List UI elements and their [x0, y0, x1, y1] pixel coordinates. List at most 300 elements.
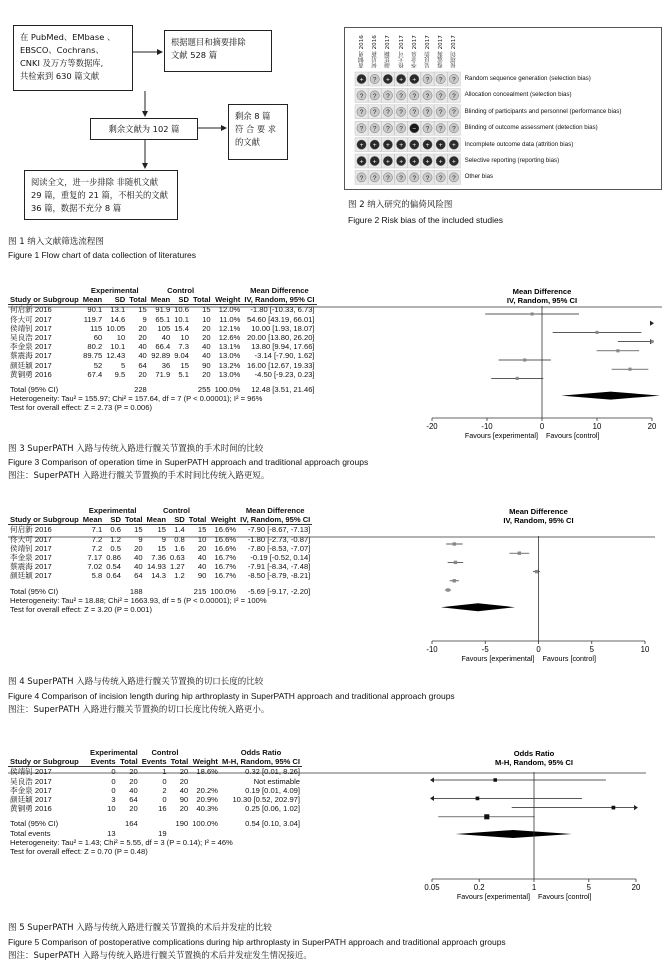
rob-judgement-plus — [395, 138, 408, 152]
svg-text:?: ? — [399, 174, 403, 182]
svg-text:?: ? — [425, 76, 430, 84]
cell-e_n: 20 — [138, 323, 147, 333]
cell-e_n: 64 — [138, 360, 147, 370]
x-tick-label: 0.05 — [424, 883, 440, 892]
svg-text:?: ? — [452, 174, 456, 182]
rob-judgement-plus — [408, 138, 421, 152]
cell-weight: 13.1% — [218, 342, 241, 352]
total-label: Total (95% CI) — [10, 385, 59, 395]
cell-c_mean: 15 — [157, 543, 166, 553]
rob-judgement-plus — [368, 138, 381, 152]
cell-c_sd: 15 — [180, 360, 189, 370]
cell-e_n: 20 — [138, 369, 147, 379]
cell-c_mean: 36 — [161, 360, 171, 370]
svg-text:?: ? — [425, 92, 430, 100]
svg-text:?: ? — [399, 125, 403, 133]
fig4-note: 图注：SuperPATH 入路进行髋关节置换的切口长度比传统入路更小。 — [8, 705, 270, 715]
svg-text:+: + — [412, 142, 417, 149]
fig5-caption-cn: 图 5 SuperPATH 入路与传统入路进行髋关节置换的术后并发症的比较 — [8, 923, 272, 933]
cell-c_sd: 10 — [180, 333, 189, 343]
column-header: Events — [141, 757, 167, 767]
study-name: 何启新 2016 — [10, 525, 52, 535]
cell-e_mean: 7.02 — [87, 562, 103, 572]
column-header: Total — [120, 757, 138, 767]
fig4-caption-en: Figure 4 Comparison of incision length during hip arthroplasty in SuperPATH approach and traditional approach groups — [8, 691, 455, 701]
rob-judgement-unclear — [421, 105, 434, 119]
rob-domain-label: Allocation concealment (selection bias) — [464, 91, 572, 99]
svg-text:?: ? — [386, 92, 390, 100]
group-header-control: Control — [162, 506, 190, 515]
cell-weight: 11.0% — [219, 314, 241, 324]
total-weight: 100.0% — [192, 819, 218, 829]
cell-e_mean: 5.8 — [91, 571, 103, 581]
forest-plot-area — [0, 280, 672, 440]
svg-text:+: + — [412, 158, 417, 166]
svg-text:+: + — [425, 158, 430, 166]
svg-text:?: ? — [452, 125, 456, 133]
cell-e_n: 15 — [134, 525, 143, 535]
svg-text:?: ? — [372, 174, 377, 182]
rob-judgement-unclear — [381, 105, 394, 119]
total-label: Total (95% CI) — [10, 819, 59, 829]
group-header-control: Control — [151, 748, 179, 757]
rob-judgement-plus — [395, 72, 408, 86]
rob-domain-label: Incomplete outcome data (attrition bias) — [464, 140, 574, 148]
rob-study-label: 何启新 2016 — [372, 35, 379, 68]
study-estimate — [491, 377, 543, 380]
svg-text:+: + — [438, 158, 443, 166]
group-header-experimental: Experimental — [90, 748, 138, 757]
column-header: SD — [114, 295, 126, 305]
flow-box-search: 在 PubMed、EMbase 、 EBSCO、Cochrans、 CNKI 及万方等数据库, 共检索到 630 篇文献 — [13, 25, 133, 91]
cell-e_n: 15 — [138, 305, 147, 315]
rob-judgement-unclear — [434, 170, 447, 184]
effect-header-method: IV, Random, 95% CI — [240, 515, 311, 525]
cell-c_n: 90 — [202, 360, 211, 370]
cell-e_mean: 67.4 — [87, 369, 103, 379]
total-c-n: 190 — [175, 819, 189, 829]
rob-judgement-unclear — [434, 72, 447, 86]
study-estimate — [509, 552, 529, 555]
fig1-caption-cn: 图 1 纳入文献筛选流程图 — [8, 237, 104, 247]
study-name: 黄铜勇 2016 — [10, 369, 52, 379]
pooled-diamond — [456, 830, 572, 838]
column-header: Total — [170, 757, 189, 767]
cell-weight: 16.6% — [214, 525, 237, 535]
cell-weight: 12.1% — [218, 323, 241, 333]
svg-text:?: ? — [412, 174, 417, 182]
cell-e_n: 64 — [129, 795, 138, 805]
cell-c_n: 20 — [202, 333, 211, 343]
rob-judgement-unclear — [408, 170, 421, 184]
cell-c_n: 20 — [197, 543, 207, 553]
svg-text:+: + — [372, 158, 377, 166]
svg-text:?: ? — [372, 92, 377, 100]
favours-experimental-label: Favours [experimental] — [461, 654, 535, 663]
cell-c_n: 20 — [202, 369, 211, 379]
cell-c_mean: 71.9 — [155, 369, 171, 379]
cell-c_mean: 14.93 — [146, 562, 166, 572]
study-name: 李金泉 2017 — [10, 342, 52, 352]
x-tick-label: 10 — [640, 645, 650, 654]
column-header: Study or Subgroup — [10, 515, 79, 525]
cell-c_sd: 0.8 — [174, 534, 185, 544]
rob-judgement-unclear — [355, 170, 368, 184]
svg-text:+: + — [438, 142, 443, 149]
group-header-control: Control — [167, 286, 195, 295]
svg-text:?: ? — [438, 76, 443, 84]
effect-header-title: Odds Ratio — [240, 748, 282, 757]
fig2-caption-cn: 图 2 纳入研究的偏倚风险图 — [348, 200, 453, 210]
total-ci: -5.69 [-9.17, -2.20] — [247, 586, 311, 596]
svg-text:?: ? — [359, 109, 364, 117]
rob-judgement-unclear — [355, 88, 368, 102]
cell-weight: 13.2% — [218, 360, 241, 370]
total-ci: 0.54 [0.10, 3.04] — [245, 819, 301, 829]
cell-ci: 10.30 [0.52, 202.97] — [232, 795, 301, 805]
cell-c_n: 15 — [202, 305, 211, 315]
study-estimate — [499, 358, 551, 361]
rob-judgement-plus — [434, 154, 447, 168]
study-name: 佟大可 2017 — [10, 534, 52, 544]
risk-of-bias-figure — [344, 27, 662, 190]
x-tick-label: -5 — [481, 645, 489, 654]
column-header: SD — [178, 295, 189, 305]
cell-ci: Not estimable — [253, 776, 301, 786]
total-events-label: Total events — [10, 828, 51, 838]
total-c-n: 215 — [193, 586, 207, 596]
svg-text:?: ? — [425, 125, 430, 133]
cell-c_ev: 0 — [162, 776, 167, 786]
svg-text:?: ? — [438, 125, 443, 133]
cell-c_n: 10 — [197, 534, 207, 544]
cell-weight: 16.7% — [214, 571, 237, 581]
rob-judgement-unclear — [355, 121, 368, 135]
study-name: 吴良浩 2017 — [10, 776, 52, 786]
column-header: Total — [188, 515, 207, 525]
cell-weight: 16.6% — [214, 534, 237, 544]
svg-text:+: + — [386, 142, 390, 149]
rob-judgement-plus — [447, 154, 460, 168]
cell-e_mean: 60 — [93, 333, 103, 343]
cell-e_sd: 0.54 — [106, 562, 121, 572]
column-header: Study or Subgroup — [10, 295, 79, 305]
effect-header-title: Mean Difference — [250, 286, 309, 295]
cell-ci: 0.25 [0.06, 1.02] — [245, 804, 301, 814]
forest-plot-area — [0, 742, 672, 912]
cell-ci: -1.80 [-2.73, -0.87] — [247, 534, 311, 544]
cell-c_mean: 40 — [161, 333, 171, 343]
rob-study-label: 颜廷颖 2017 — [385, 35, 392, 68]
svg-text:+: + — [452, 142, 456, 149]
cell-c_sd: 0.63 — [169, 553, 185, 563]
cell-e_sd: 0.64 — [106, 571, 121, 581]
study-estimate — [512, 805, 638, 810]
rob-judgement-unclear — [368, 121, 381, 135]
flow-box-remaining: 剩余文献为 102 篇 — [90, 118, 198, 140]
rob-judgement-plus — [408, 72, 421, 86]
study-estimate — [485, 312, 579, 315]
x-tick-label: 0 — [536, 645, 541, 654]
favours-experimental-label: Favours [experimental] — [456, 892, 530, 901]
cell-c_n: 15 — [197, 525, 207, 535]
fig3-caption-en: Figure 3 Comparison of operation time in SuperPATH approach and traditional approach groups — [8, 457, 369, 467]
study-name: 颜廷颖 2017 — [10, 360, 52, 370]
svg-text:?: ? — [438, 92, 443, 100]
x-tick-label: 1 — [531, 883, 537, 892]
cell-e_n: 40 — [134, 553, 143, 563]
cell-e_n: 40 — [129, 785, 138, 795]
favours-experimental-label: Favours [experimental] — [464, 431, 538, 440]
fig1-caption-en: Figure 1 Flow chart of data collection of literatures — [8, 250, 197, 260]
forest-plot-operation-time — [0, 280, 672, 440]
svg-text:?: ? — [399, 92, 403, 100]
effect-header-method: IV, Random, 95% CI — [244, 295, 315, 305]
cell-e_sd: 9.5 — [114, 369, 126, 379]
cell-c_mean: 105 — [157, 323, 171, 333]
cell-c_n: 40 — [179, 785, 189, 795]
cell-ci: -0.19 [-0.52, 0.14] — [250, 553, 311, 563]
heterogeneity-text: Heterogeneity: Tau² = 18.88; Chi² = 1663.93, df = 5 (P < 0.00001); I² = 100% — [10, 595, 267, 605]
flow-box-fulltext-exclude: 阅读全文，进一步排除 非随机文献 29 篇，重复的 21 篇，不相关的文献 36 篇，数据不充分 8 篇 — [24, 170, 178, 220]
rob-judgement-unclear — [434, 88, 447, 102]
cell-weight: 16.7% — [214, 553, 237, 563]
cell-weight: 13.0% — [218, 351, 241, 361]
total-c-n: 255 — [197, 385, 211, 395]
fig5-note: 图注：SuperPATH 入路与传统入路进行髋关节置换的术后并发症发生情况接近。 — [8, 951, 312, 961]
cell-c_mean: 7.36 — [151, 553, 166, 563]
study-name: 吴良浩 2017 — [10, 333, 52, 343]
cell-c_n: 20 — [179, 804, 189, 814]
cell-weight: 16.6% — [214, 543, 237, 553]
total-ci: 12.48 [3.51, 21.46] — [251, 385, 315, 395]
rob-judgement-unclear — [368, 170, 381, 184]
cell-e_sd: 0.86 — [106, 553, 121, 563]
favours-control-label: Favours [control] — [546, 431, 600, 440]
cell-ci: -8.50 [-8.79, -8.21] — [247, 571, 311, 581]
rob-judgement-unclear — [395, 170, 408, 184]
svg-text:?: ? — [452, 109, 456, 117]
cell-weight: 40.3% — [196, 804, 218, 814]
rob-judgement-unclear — [368, 105, 381, 119]
cell-e_n: 20 — [138, 333, 147, 343]
cell-ci: -7.90 [-8.67, -7.13] — [247, 525, 311, 535]
rob-judgement-plus — [434, 138, 447, 152]
total-weight: 100.0% — [210, 586, 237, 596]
column-header: SD — [174, 515, 185, 525]
rob-judgement-plus — [355, 154, 368, 168]
rob-judgement-plus — [381, 138, 394, 152]
cell-c_n: 20 — [179, 776, 189, 786]
cell-weight: 16.7% — [214, 562, 237, 572]
rob-judgement-unclear — [381, 88, 394, 102]
cell-e_sd: 0.6 — [110, 525, 121, 535]
effect-header-title: Mean Difference — [245, 506, 305, 515]
rob-judgement-unclear — [421, 72, 434, 86]
svg-text:+: + — [452, 158, 456, 166]
rob-judgement-plus — [381, 72, 394, 86]
forest-plot-incision-length — [0, 500, 672, 670]
cell-e_sd: 13.1 — [110, 305, 126, 315]
column-header: Events — [90, 757, 116, 767]
svg-text:+: + — [372, 142, 377, 149]
cell-weight: 18.6% — [196, 767, 218, 777]
favours-control-label: Favours [control] — [538, 892, 592, 901]
heterogeneity-text: Heterogeneity: Tau² = 1.43; Chi² = 5.55, df = 3 (P = 0.14); I² = 46% — [10, 837, 233, 847]
study-estimate — [430, 777, 606, 782]
rob-domain-label: Random sequence generation (selection bias) — [464, 75, 591, 82]
cell-e_mean: 7.2 — [91, 543, 103, 553]
svg-text:?: ? — [359, 174, 364, 182]
cell-c_sd: 1.27 — [169, 562, 185, 572]
cell-e_mean: 90.1 — [87, 305, 103, 315]
rob-judgement-high — [408, 121, 421, 135]
rob-judgement-unclear — [447, 170, 460, 184]
plot-header-method: IV, Random, 95% CI — [506, 296, 578, 305]
column-header: Weight — [192, 757, 218, 767]
study-name: 何启新 2016 — [10, 305, 52, 315]
cell-e_sd: 5 — [120, 360, 126, 370]
study-estimate — [448, 561, 464, 564]
svg-text:+: + — [399, 158, 403, 166]
x-tick-label: 0 — [539, 422, 545, 431]
cell-c_n: 90 — [179, 795, 189, 805]
cell-e_mean: 80.2 — [87, 342, 103, 352]
cell-ci: -7.91 [-8.34, -7.48] — [247, 562, 311, 572]
cell-c_sd: 1.2 — [174, 571, 185, 581]
cell-ci: 20.00 [13.80, 26.20] — [246, 333, 315, 343]
column-header: Study or Subgroup — [10, 757, 79, 767]
cell-e_mean: 119.7 — [83, 314, 103, 324]
total-e-n: 188 — [129, 586, 143, 596]
study-name: 颜廷颖 2017 — [10, 571, 52, 581]
rob-judgement-unclear — [421, 88, 434, 102]
rob-judgement-unclear — [368, 88, 381, 102]
cell-c_ev: 1 — [162, 767, 167, 777]
svg-text:+: + — [386, 76, 390, 84]
rob-study-label: 李金泉 2017 — [411, 35, 418, 68]
x-tick-label: -20 — [426, 422, 438, 431]
svg-text:+: + — [399, 76, 403, 84]
rob-study-label: 侯靖钊 2017 — [451, 35, 458, 68]
cell-e_n: 40 — [138, 342, 147, 352]
cell-ci: 54.60 [43.19, 66.01] — [246, 314, 315, 324]
flow-arrows — [0, 0, 300, 230]
cell-ci: -3.14 [-7.90, 1.62] — [254, 351, 315, 361]
study-estimate — [597, 349, 639, 352]
study-estimate — [533, 570, 540, 573]
cell-e_ev: 0 — [111, 776, 116, 786]
pooled-diamond — [441, 603, 515, 611]
rob-judgement-plus — [421, 154, 434, 168]
svg-text:?: ? — [452, 76, 456, 84]
cell-e_ev: 3 — [111, 795, 116, 805]
svg-text:?: ? — [438, 109, 443, 117]
svg-text:+: + — [412, 76, 417, 84]
rob-domain-label: Other bias — [464, 173, 494, 181]
cell-c_mean: 14.3 — [151, 571, 166, 581]
fig4-caption-cn: 图 4 SuperPATH 入路与传统入路进行髋关节置换的切口长度的比较 — [8, 677, 264, 687]
cell-c_n: 40 — [197, 553, 207, 563]
study-estimate — [430, 796, 582, 801]
column-header: Mean — [146, 515, 166, 525]
x-tick-label: 0.2 — [473, 883, 485, 892]
cell-e_n: 40 — [134, 562, 143, 572]
rob-domain-label: Blinding of participants and personnel (performance bias) — [464, 107, 622, 115]
column-header: SD — [110, 515, 121, 525]
cell-e_sd: 10 — [116, 333, 126, 343]
cell-e_mean: 115 — [90, 323, 103, 333]
rob-domain-label: Selective reporting (reporting bias) — [464, 157, 560, 164]
overall-effect-text: Test for overall effect: Z = 2.73 (P = 0.006) — [10, 403, 152, 413]
rob-study-label: 吴良浩 2017 — [425, 35, 431, 68]
cell-e_sd: 10.05 — [106, 323, 126, 333]
rob-judgement-plus — [447, 138, 460, 152]
svg-text:+: + — [359, 142, 364, 149]
fig2-caption-en: Figure 2 Risk bias of the included studies — [348, 215, 503, 225]
x-tick-label: -10 — [481, 422, 493, 431]
svg-text:+: + — [359, 76, 364, 84]
cell-weight: 13.0% — [218, 369, 241, 379]
cell-c_sd: 5.1 — [178, 369, 189, 379]
rob-judgement-unclear — [447, 88, 460, 102]
rob-study-label: 蔡震海 2017 — [438, 35, 445, 68]
rob-judgement-unclear — [447, 121, 460, 135]
total-weight: 100.0% — [214, 385, 241, 395]
total-e-n: 228 — [134, 385, 147, 395]
rob-judgement-unclear — [381, 170, 394, 184]
cell-ci: -4.50 [-9.23, 0.23] — [254, 369, 315, 379]
rob-judgement-plus — [368, 154, 381, 168]
plot-header-method: IV, Random, 95% CI — [503, 516, 574, 525]
cell-e_n: 20 — [129, 776, 138, 786]
cell-e_n: 20 — [129, 767, 138, 777]
cell-e_sd: 14.6 — [110, 314, 126, 324]
cell-e_ev: 10 — [107, 804, 116, 814]
study-estimate — [445, 588, 451, 591]
cell-c_sd: 15.4 — [174, 323, 189, 333]
column-header: Weight — [210, 515, 237, 525]
cell-e_n: 64 — [134, 571, 143, 581]
svg-text:?: ? — [412, 92, 417, 100]
study-estimate — [553, 331, 642, 334]
cell-e_sd: 0.5 — [110, 543, 121, 553]
cell-e_mean: 89.75 — [83, 351, 103, 361]
cell-ci: -7.80 [-8.53, -7.07] — [247, 543, 311, 553]
fig5-caption-en: Figure 5 Comparison of postoperative complications during hip arthroplasty in SuperPATH approach and traditional approach groups — [8, 937, 506, 947]
x-tick-label: 5 — [586, 883, 591, 892]
study-name: 颜廷颖 2017 — [10, 795, 52, 805]
cell-c_sd: 10.1 — [174, 314, 189, 324]
cell-c_n: 40 — [197, 562, 207, 572]
rob-judgement-unclear — [421, 121, 434, 135]
rob-judgement-unclear — [408, 88, 421, 102]
svg-text:−: − — [412, 125, 417, 133]
cell-e_mean: 7.1 — [91, 525, 103, 535]
cell-c_mean: 65.1 — [155, 314, 171, 324]
study-name: 李金泉 2017 — [10, 785, 52, 795]
group-header-experimental: Experimental — [90, 286, 139, 295]
svg-text:?: ? — [386, 109, 390, 117]
rob-judgement-plus — [381, 154, 394, 168]
rob-judgement-plus — [355, 138, 368, 152]
cell-c_ev: 2 — [162, 785, 167, 795]
plot-header-title: Mean Difference — [512, 287, 572, 296]
cell-e_mean: 52 — [93, 360, 103, 370]
rob-judgement-unclear — [395, 121, 408, 135]
rob-judgement-plus — [355, 72, 368, 86]
rob-judgement-plus — [421, 138, 434, 152]
